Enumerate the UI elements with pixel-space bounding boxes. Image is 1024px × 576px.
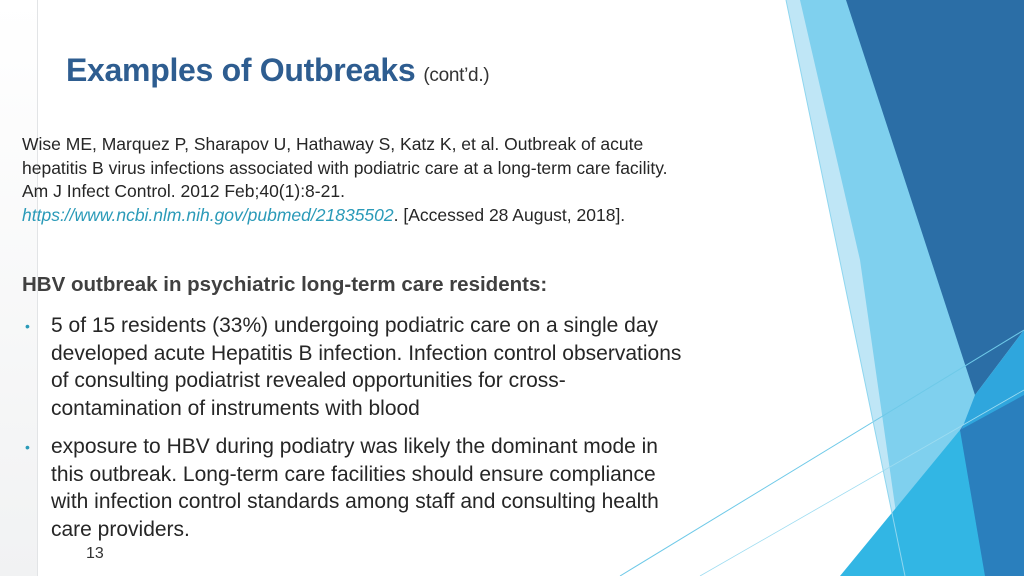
bullet-line: contamination of instruments with blood: [51, 396, 420, 420]
bullet-item: [22, 312, 782, 422]
bullet-line: this outbreak. Long-term care facilities should ensure compliance: [51, 462, 656, 486]
bullet-icon: •: [25, 318, 30, 334]
title-suffix: (cont’d.): [423, 65, 490, 86]
reference-line: hepatitis B virus infections associated with podiatric care at a long-term care facility.: [22, 157, 668, 178]
bullet-line: exposure to HBV during podiatry was likely the dominant mode in: [51, 435, 658, 458]
reference-accessed: . [Accessed 28 August, 2018].: [393, 204, 626, 225]
page-number: 13: [86, 545, 104, 562]
section-subheading: HBV outbreak in psychiatric long-term care residents:: [22, 273, 548, 296]
bullet-line: with infection control standards among staff and consulting health: [51, 490, 659, 513]
reference-line: Am J Infect Control. 2012 Feb;40(1):8-21.: [22, 181, 345, 201]
title-main: Examples of Outbreaks: [66, 52, 416, 88]
bullet-icon: •: [25, 439, 30, 455]
bullet-line: care providers.: [51, 517, 190, 541]
bullet-line: 5 of 15 residents (33%) undergoing podiatric care on a single day: [51, 314, 659, 337]
bullet-list: [22, 312, 782, 554]
bullet-line: developed acute Hepatitis B infection. Infection control observations: [51, 341, 682, 365]
reference-link-line: [22, 204, 782, 228]
bullet-line: of consulting podiatrist revealed opportunities for cross-: [51, 369, 566, 392]
reference-citation: [22, 133, 782, 227]
reference-link[interactable]: https://www.ncbi.nlm.nih.gov/pubmed/21835502: [22, 204, 394, 225]
page-title: [66, 52, 489, 89]
bullet-item: [22, 433, 782, 543]
reference-line: Wise ME, Marquez P, Sharapov U, Hathaway S, Katz K, et al. Outbreak of acute: [22, 134, 644, 154]
